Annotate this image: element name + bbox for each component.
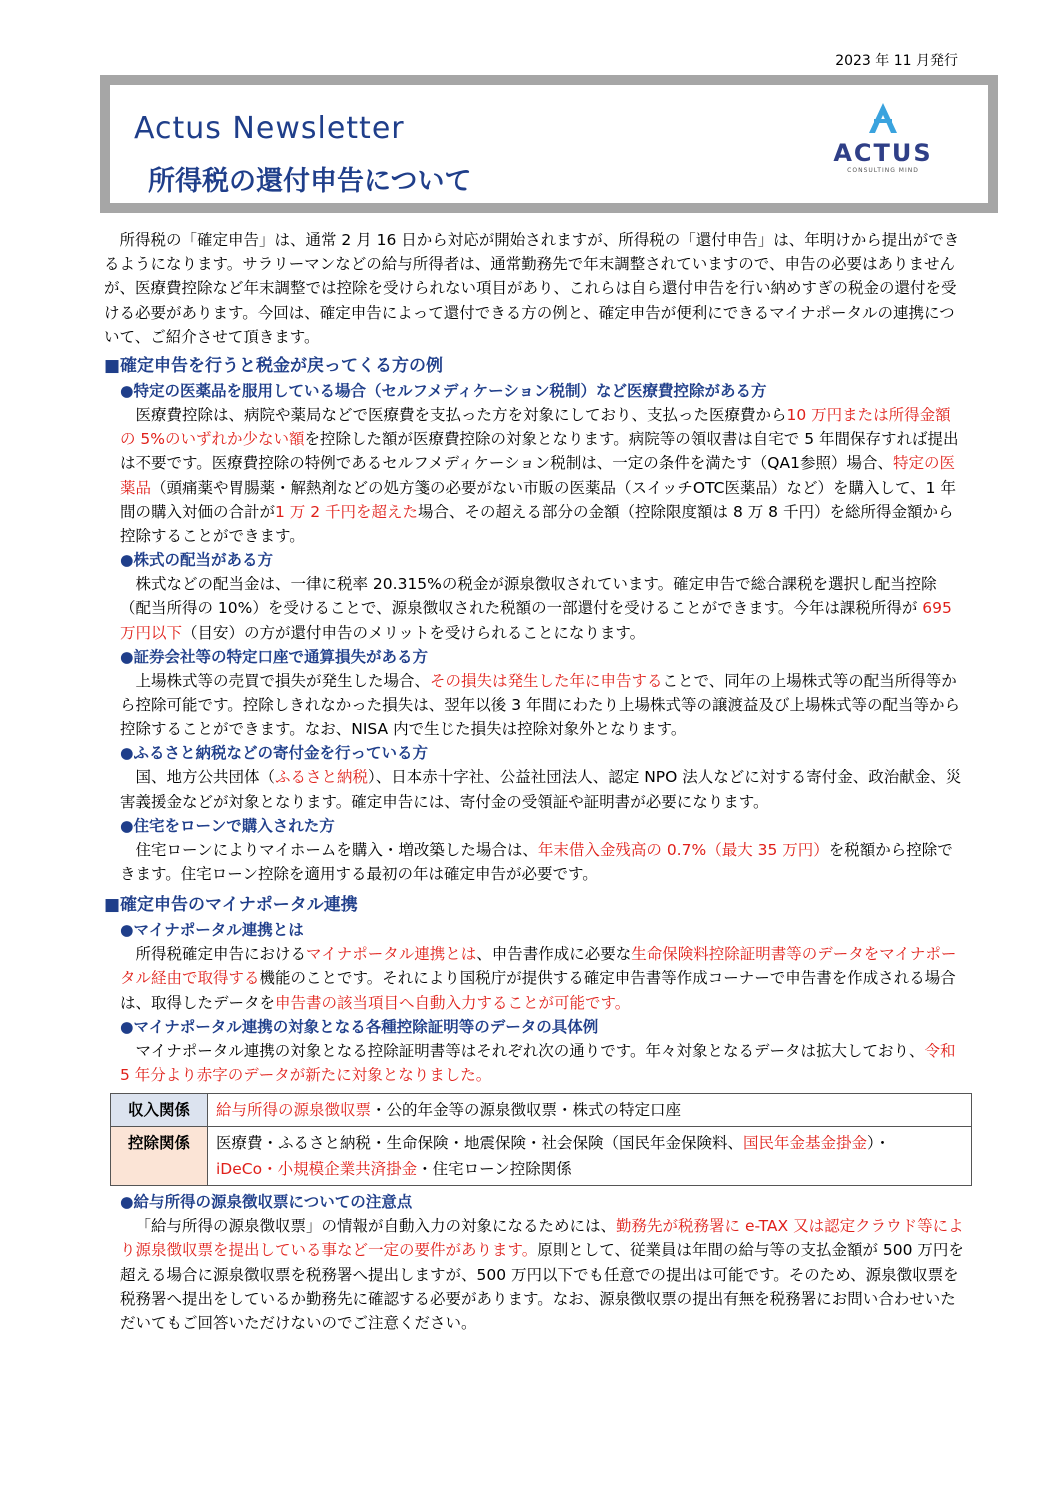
table-row	[111, 1094, 972, 1127]
row-content-deduction: 医療費・ふるさと納税・生命保険・地震保険・社会保険（国民年金保険料、国民年金基金掛金）・ iDeCo・小規模企業共済掛金・住宅ローン控除関係	[208, 1127, 972, 1186]
paragraph-housing: 住宅ローンによりマイホームを購入・増改築した場合は、年末借入金残高の 0.7%（最大 35 万円）を税額から控除できます。住宅ローン控除を適用する最初の年は確定申告が必要です。	[120, 840, 953, 884]
table-row	[111, 1127, 972, 1186]
newsletter-subtitle: 所得税の還付申告について	[148, 166, 472, 197]
section-heading-refund-examples: ■確定申告を行うと税金が戻ってくる方の例	[104, 356, 444, 377]
subheading-withholding-notes: ●給与所得の源泉徴収票についての注意点	[120, 1193, 413, 1212]
paragraph-medical: 医療費控除は、病院や薬局などで医療費を支払った方を対象にしており、支払った医療費から10 万円または所得金額の 5%のいずれか少ない額を控除した額が医療費控除の対象となります。病院等の領収書は自宅で 5 年間保存すれば提出は不要です。医療費控除の特例であるセルフメディケーション税制は、一定の条件を満たす（QA1参照）場合、特定の医薬品（頭痛薬や胃腸薬・解熱剤などの処方箋の必要がない市販の医薬品（スイッチOTC医薬品）など）を購入して、1 年間の購入対価の合計が1 万 2 千円を超えた場合、その超える部分の金額（控除限度額は 8 万 8 千円）を総所得金額から控除することができます。	[120, 406, 959, 546]
actus-logo	[828, 101, 938, 201]
actus-logo-icon	[865, 101, 901, 135]
intro-paragraph: 所得税の「確定申告」は、通常 2 月 16 日から対応が開始されますが、所得税の「還付申告」は、年明けから提出ができるようになります。サラリーマンなどの給与所得者は、通常勤務先で年末調整されていますので、申告の必要はありませんが、医療費控除など年末調整では控除を受けられない項目があり、これらは自ら還付申告を行い納めすぎの税金の還付を受ける必要があります。今回は、確定申告によって還付できる方の例と、確定申告が便利にできるマイナポータルの連携について、ご紹介させて頂きます。	[104, 231, 960, 346]
newsletter-header	[100, 75, 998, 213]
linkage-data-table	[110, 1093, 972, 1186]
subheading-donation: ●ふるさと納税などの寄付金を行っている方	[120, 744, 429, 763]
subheading-what-is-linkage: ●マイナポータル連携とは	[120, 921, 304, 940]
paragraph-linkage-targets: マイナポータル連携の対象となる控除証明書等はそれぞれ次の通りです。年々対象となるデータは拡大しており、令和 5 年分より赤字のデータが新たに対象となりました。	[120, 1041, 956, 1085]
row-label-deduction: 控除関係	[111, 1127, 208, 1186]
paragraph-withholding-notes: 「給与所得の源泉徴収票」の情報が自動入力の対象になるためには、勤務先が税務署に e-TAX 又は認定クラウド等により源泉徴収票を提出している事など一定の要件があります。原則として、従業員は年間の給与等の支払金額が 500 万円を超える場合に源泉徴収票を税務署へ提出しますが、500 万円以下でも任意での提出は可能です。そのため、源泉徴収票を税務署へ提出をしているか勤務先に確認する必要があります。なお、源泉徴収票の提出有無を税務署にお問い合わせいただいてもご回答いただけないのでご注意ください。	[120, 1217, 964, 1333]
paragraph-what-is-linkage: 所得税確定申告におけるマイナポータル連携とは、申告書作成に必要な生命保険料控除証明書等のデータをマイナポータル経由で取得する機能のことです。それにより国税庁が提供する確定申告書等作成コーナーで申告書を作成される場合は、取得したデータを申告書の該当項目へ自動入力することが可能です。	[120, 945, 957, 1012]
paragraph-dividend: 株式などの配当金は、一律に税率 20.315%の税金が源泉徴収されています。確定申告で総合課税を選択し配当控除（配当所得の 10%）を受けることで、源泉徴収された税額の一部還付を受けることができます。今年は課税所得が 695 万円以下（目安）の方が還付申告のメリットを受けられることになります。	[120, 575, 952, 642]
article-body	[104, 228, 964, 1335]
paragraph-donation: 国、地方公共団体（ふるさと納税）、日本赤十字社、公益社団法人、認定 NPO 法人などに対する寄付金、政治献金、災害義援金などが対象となります。確定申告には、寄付金の受領証や証明書が必要になります。	[120, 768, 962, 811]
issue-date: 2023 年 11 月発行	[835, 53, 958, 69]
newsletter-title: Actus Newsletter	[134, 111, 405, 146]
logo-wordmark: ACTUS	[833, 139, 933, 167]
subheading-medical: ●特定の医薬品を服用している場合（セルフメディケーション税制）など医療費控除がある方	[120, 382, 767, 401]
row-label-income: 収入関係	[111, 1094, 208, 1127]
logo-tagline: CONSULTING MIND	[847, 167, 919, 174]
subheading-housing: ●住宅をローンで購入された方	[120, 816, 335, 835]
row-content-income: 給与所得の源泉徴収票・公的年金等の源泉徴収票・株式の特定口座	[208, 1094, 972, 1127]
paragraph-loss: 上場株式等の売買で損失が発生した場合、その損失は発生した年に申告することで、同年の上場株式等の配当所得等から控除可能です。控除しきれなかった損失は、翌年以後 3 年間にわたり上場株式等の譲渡益及び上場株式等の配当等から控除することができます。なお、NISA 内で生じた損失は控除対象外となります。	[120, 671, 960, 739]
section-heading-myna-portal: ■確定申告のマイナポータル連携	[104, 895, 358, 916]
subheading-dividend: ●株式の配当がある方	[120, 551, 274, 570]
subheading-loss: ●証券会社等の特定口座で通算損失がある方	[120, 647, 429, 666]
subheading-linkage-targets: ●マイナポータル連携の対象となる各種控除証明等のデータの具体例	[120, 1017, 599, 1036]
